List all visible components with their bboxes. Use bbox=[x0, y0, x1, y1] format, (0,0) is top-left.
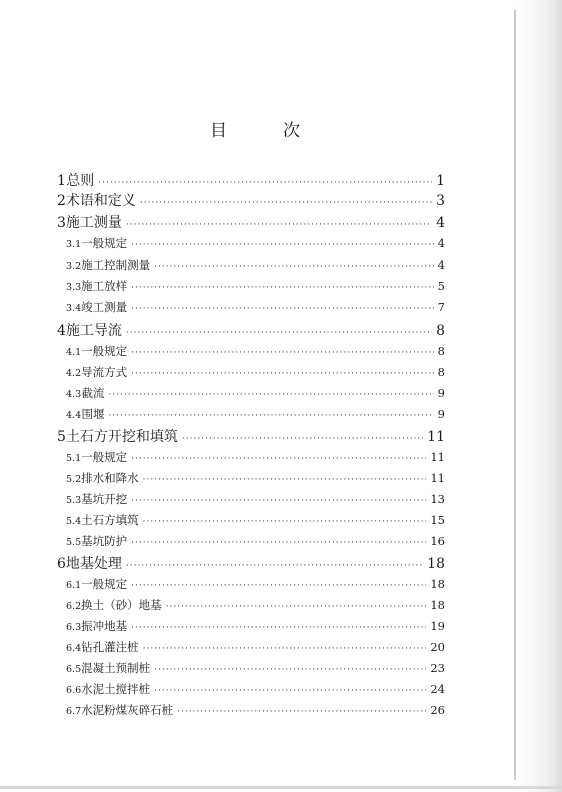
toc-entry-page: 26 bbox=[430, 703, 445, 717]
toc-leader-dots bbox=[131, 538, 426, 548]
toc-leader-dots bbox=[131, 240, 434, 250]
toc-section-row bbox=[66, 299, 445, 319]
toc-entry-number: 5 bbox=[57, 429, 66, 445]
toc-entry-number: 4.2 bbox=[66, 368, 82, 379]
page-bottom-edge bbox=[0, 786, 562, 789]
toc-leader-dots bbox=[143, 475, 427, 485]
toc-entry-page: 23 bbox=[430, 661, 445, 675]
toc-entry-page: 18 bbox=[427, 556, 445, 572]
toc-entry-number: 6.6 bbox=[66, 685, 82, 696]
toc-entry-number: 6.3 bbox=[66, 622, 82, 633]
toc-leader-dots bbox=[177, 707, 426, 717]
toc-leader-dots bbox=[140, 198, 432, 208]
page-fold-line bbox=[514, 10, 516, 780]
toc-chapter-row bbox=[57, 426, 445, 446]
toc-entry-number: 6 bbox=[57, 556, 66, 572]
toc-entry-page: 13 bbox=[430, 492, 445, 506]
toc-leader-dots bbox=[131, 623, 426, 633]
toc-chapter-row bbox=[57, 553, 445, 573]
toc-entry-number: 6.7 bbox=[66, 706, 82, 717]
toc-entry-page: 3 bbox=[436, 193, 445, 209]
toc-leader-dots bbox=[131, 348, 434, 358]
toc-section-row bbox=[66, 406, 445, 426]
toc-entry-label: 振冲地基 bbox=[81, 619, 128, 633]
toc-entry-page: 24 bbox=[430, 682, 445, 696]
toc-leader-dots bbox=[98, 178, 432, 188]
toc-entry-label: 地基处理 bbox=[65, 556, 122, 572]
toc-entry-page: 4 bbox=[437, 236, 445, 250]
toc-section-row bbox=[66, 512, 445, 532]
toc-entry-label: 围堰 bbox=[81, 407, 105, 421]
toc-entry-label: 截流 bbox=[81, 386, 105, 400]
toc-entry-page: 1 bbox=[436, 173, 445, 189]
toc-entry-label: 施工放样 bbox=[81, 279, 128, 293]
toc-entry-number: 6.2 bbox=[66, 601, 82, 612]
toc-leader-dots bbox=[108, 411, 433, 421]
toc-entry-page: 18 bbox=[430, 598, 445, 612]
toc-entry-number: 5.3 bbox=[66, 495, 82, 506]
toc-entry-page: 4 bbox=[436, 215, 445, 231]
toc-entry-number: 4 bbox=[57, 323, 66, 339]
toc-entry-number: 5.4 bbox=[66, 516, 82, 527]
toc-section-row bbox=[66, 235, 445, 255]
toc-leader-dots bbox=[131, 454, 426, 464]
toc-entry-number: 3.3 bbox=[66, 282, 82, 293]
toc-entry-number: 6.1 bbox=[66, 580, 82, 591]
toc-leader-dots bbox=[126, 220, 432, 230]
toc-section-row bbox=[66, 660, 445, 680]
toc-section-row bbox=[66, 491, 445, 511]
toc-entry-number: 5.2 bbox=[66, 474, 82, 485]
toc-chapter-row bbox=[57, 320, 445, 340]
toc-entry-number: 5.5 bbox=[66, 537, 82, 548]
toc-entry-page: 20 bbox=[430, 640, 445, 654]
toc-section-row bbox=[66, 618, 445, 638]
toc-section-row bbox=[66, 278, 445, 298]
toc-entry-label: 混凝土预制桩 bbox=[81, 661, 151, 675]
toc-entry-label: 基坑开挖 bbox=[81, 492, 128, 506]
toc-entry-number: 4.1 bbox=[66, 347, 82, 358]
toc-section-row bbox=[66, 681, 445, 701]
toc-entry-page: 15 bbox=[430, 513, 445, 527]
toc-entry-number: 2 bbox=[57, 193, 66, 209]
toc-section-row bbox=[66, 257, 445, 277]
toc-leader-dots bbox=[131, 283, 434, 293]
toc-entry-number: 6.5 bbox=[66, 664, 82, 675]
toc-entry-label: 水泥粉煤灰碎石桩 bbox=[81, 703, 174, 717]
toc-section-row bbox=[66, 343, 445, 363]
toc-section-row bbox=[66, 702, 445, 722]
toc-leader-dots bbox=[182, 434, 423, 444]
toc-section-row bbox=[66, 597, 445, 617]
toc-entry-page: 11 bbox=[430, 450, 445, 464]
toc-entry-page: 19 bbox=[430, 619, 445, 633]
toc-chapter-row bbox=[57, 190, 445, 210]
toc-leader-dots bbox=[126, 561, 423, 571]
toc-entry-label: 施工导流 bbox=[65, 323, 122, 339]
toc-entry-label: 换土（砂）地基 bbox=[81, 598, 162, 612]
toc-entry-label: 导流方式 bbox=[81, 365, 128, 379]
toc-entry-number: 3 bbox=[57, 215, 66, 231]
toc-entry-label: 施工控制测量 bbox=[81, 258, 151, 272]
toc-leader-dots bbox=[131, 369, 434, 379]
toc-leader-dots bbox=[131, 496, 426, 506]
toc-leader-dots bbox=[131, 304, 434, 314]
toc-entry-page: 5 bbox=[437, 279, 445, 293]
toc-entry-number: 3.1 bbox=[66, 239, 82, 250]
toc-entry-page: 9 bbox=[437, 407, 445, 421]
toc-entry-page: 7 bbox=[437, 300, 445, 314]
toc-entry-label: 术语和定义 bbox=[65, 193, 136, 209]
page-edge-shadow bbox=[516, 0, 562, 792]
toc-entry-page: 8 bbox=[436, 323, 445, 339]
toc-leader-dots bbox=[143, 517, 427, 527]
toc-entry-page: 11 bbox=[427, 429, 445, 445]
toc-entry-page: 4 bbox=[437, 258, 445, 272]
toc-section-row bbox=[66, 639, 445, 659]
toc-entry-page: 16 bbox=[430, 534, 445, 548]
toc-entry-number: 5.1 bbox=[66, 453, 82, 464]
toc-chapter-row bbox=[57, 170, 445, 190]
toc-entry-label: 竣工测量 bbox=[81, 300, 128, 314]
toc-entry-page: 9 bbox=[437, 386, 445, 400]
toc-section-row bbox=[66, 470, 445, 490]
toc-entry-number: 4.4 bbox=[66, 410, 82, 421]
toc-entry-number: 3.4 bbox=[66, 303, 82, 314]
toc-entry-label: 一般规定 bbox=[81, 236, 128, 250]
toc-section-row bbox=[66, 533, 445, 553]
toc-entry-label: 土石方开挖和填筑 bbox=[65, 429, 178, 445]
toc-leader-dots bbox=[154, 262, 434, 272]
toc-entry-page: 18 bbox=[430, 577, 445, 591]
toc-entry-label: 水泥土搅拌桩 bbox=[81, 682, 151, 696]
toc-entry-number: 4.3 bbox=[66, 389, 82, 400]
toc-leader-dots bbox=[131, 581, 426, 591]
toc-entry-number: 6.4 bbox=[66, 643, 82, 654]
toc-section-row bbox=[66, 449, 445, 469]
toc-entry-label: 一般规定 bbox=[81, 344, 128, 358]
toc-entry-label: 排水和降水 bbox=[81, 471, 139, 485]
toc-entry-label: 一般规定 bbox=[81, 577, 128, 591]
toc-section-row bbox=[66, 385, 445, 405]
toc-section-row bbox=[66, 576, 445, 596]
toc-entry-label: 土石方填筑 bbox=[81, 513, 139, 527]
toc-section-row bbox=[66, 364, 445, 384]
toc-leader-dots bbox=[126, 328, 432, 338]
toc-leader-dots bbox=[154, 686, 426, 696]
toc-entry-number: 3.2 bbox=[66, 261, 82, 272]
toc-entry-label: 一般规定 bbox=[81, 450, 128, 464]
toc-leader-dots bbox=[166, 602, 427, 612]
toc-entry-label: 基坑防护 bbox=[81, 534, 128, 548]
toc-entry-page: 11 bbox=[430, 471, 445, 485]
toc-entry-label: 钻孔灌注桩 bbox=[81, 640, 139, 654]
toc-entry-number: 1 bbox=[57, 173, 66, 189]
toc-chapter-row bbox=[57, 212, 445, 232]
toc-leader-dots bbox=[143, 644, 427, 654]
toc-entry-label: 施工测量 bbox=[65, 215, 122, 231]
toc-leader-dots bbox=[108, 390, 433, 400]
toc-entry-page: 8 bbox=[437, 344, 445, 358]
toc-entry-page: 8 bbox=[437, 365, 445, 379]
toc-entry-label: 总则 bbox=[66, 173, 95, 189]
toc-leader-dots bbox=[154, 665, 426, 675]
toc-title: 目 次 bbox=[210, 121, 300, 141]
